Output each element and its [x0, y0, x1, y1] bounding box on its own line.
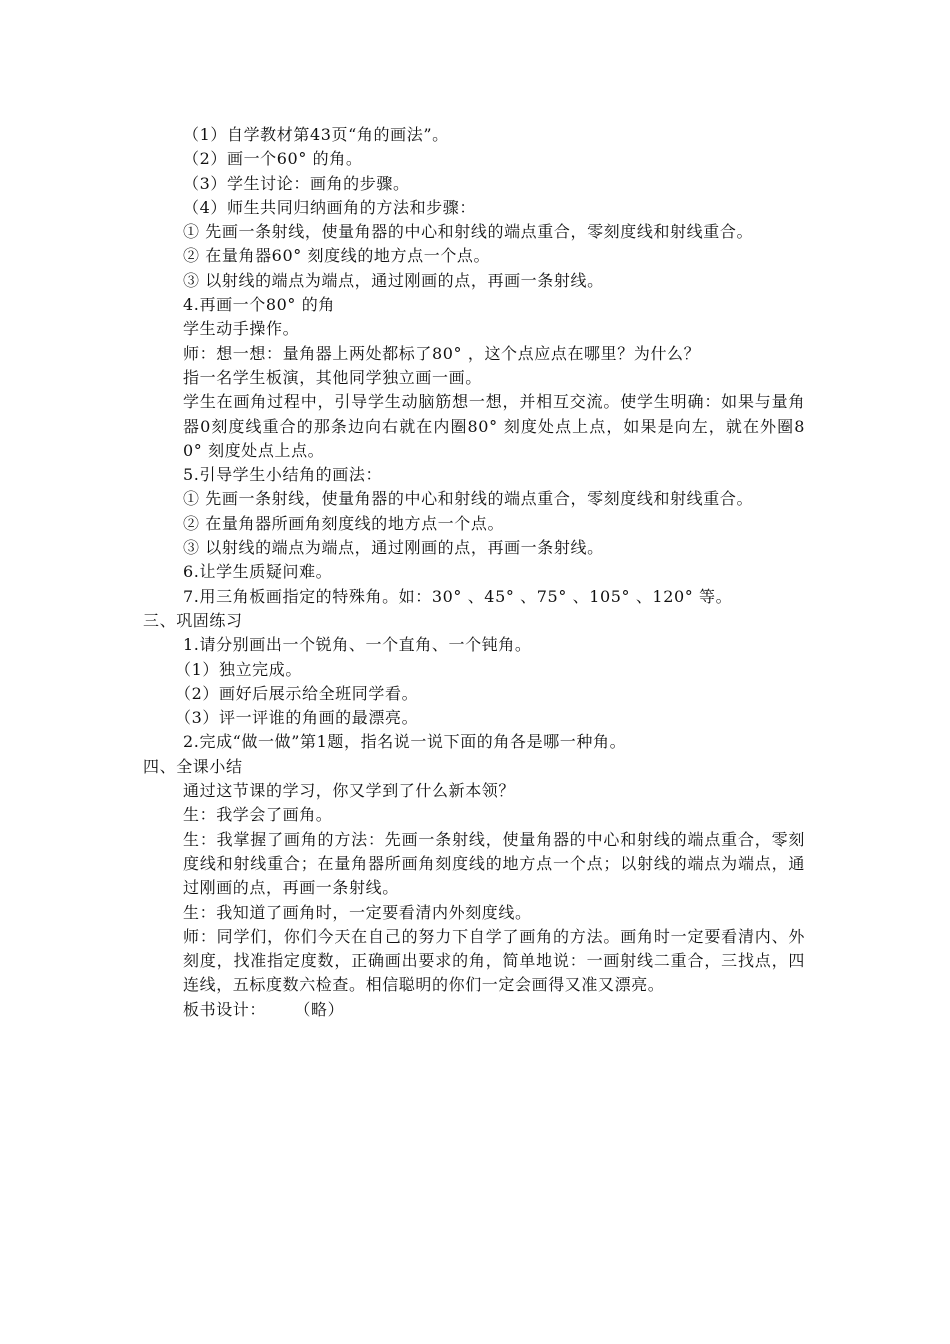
paragraph: （2）画好后展示给全班同学看。: [175, 683, 419, 703]
paragraph: 通过这节课的学习，你又学到了什么新本领？: [183, 781, 516, 801]
paragraph: ① 先画一条射线，使量角器的中心和射线的端点重合，零刻度线和射线重合。: [183, 222, 754, 242]
paragraph: 5.引导学生小结角的画法：: [183, 465, 383, 485]
paragraph: 指一名学生板演，其他同学独立画一画。: [183, 367, 482, 387]
paragraph: （3）评一评谁的角画的最漂亮。: [175, 708, 419, 728]
paragraph: 师：同学们，你们今天在自己的努力下自学了画角的方法。画角时一定要看清内、外刻度，找准指定度数，正确画出要求的角，简单地说：一画射线二重合，三找点，四连线，五标度数六检查。相信聪明的你们一定会画得又准又漂亮。: [183, 926, 805, 995]
paragraph: （1）独立完成。: [175, 659, 302, 679]
paragraph: 学生动手操作。: [183, 319, 300, 339]
paragraph: 板书设计： （略）: [183, 999, 345, 1019]
paragraph: 2.完成“做一做”第1题，指名说一说下面的角各是哪一种角。: [183, 732, 627, 752]
paragraph: （2）画一个60° 的角。: [183, 149, 363, 169]
paragraph: （4）师生共同归纳画角的方法和步骤：: [183, 197, 476, 217]
paragraph: ③ 以射线的端点为端点，通过刚画的点，再画一条射线。: [183, 270, 604, 290]
paragraph: （1）自学教材第43页“角的画法”。: [183, 125, 449, 144]
paragraph: 1.请分别画出一个锐角、一个直角、一个钝角。: [183, 635, 532, 655]
paragraph: ② 在量角器所画角刻度线的地方点一个点。: [183, 513, 505, 533]
paragraph: ① 先画一条射线，使量角器的中心和射线的端点重合，零刻度线和射线重合。: [183, 489, 754, 509]
paragraph: 生：我掌握了画角的方法：先画一条射线，使量角器的中心和射线的端点重合，零刻度线和射线重合；在量角器所画角刻度线的地方点一个点；以射线的端点为端点，通过刚画的点，再画一条射线。: [183, 829, 805, 898]
paragraph: 生：我知道了画角时，一定要看清内外刻度线。: [183, 902, 532, 922]
paragraph: 学生在画角过程中，引导学生动脑筋想一想，并相互交流。使学生明确：如果与量角器0刻度线重合的那条边向右就在内圈80° 刻度处点上点，如果是向左，就在外圈80° 刻度处点上点。: [183, 392, 805, 460]
paragraph: 4.再画一个80° 的角: [183, 295, 335, 315]
paragraph: 6.让学生质疑问难。: [183, 562, 333, 582]
paragraph: 生：我学会了画角。: [183, 805, 333, 825]
paragraph: 四、全课小结: [143, 756, 243, 776]
paragraph: （3）学生讨论：画角的步骤。: [183, 173, 410, 193]
paragraph: 三、巩固练习: [143, 610, 243, 630]
paragraph: ③ 以射线的端点为端点，通过刚画的点，再画一条射线。: [183, 538, 604, 558]
paragraph: ② 在量角器60° 刻度线的地方点一个点。: [183, 246, 491, 266]
document-body: [143, 123, 805, 1022]
paragraph: 7.用三角板画指定的特殊角。如：30° 、45° 、75° 、105° 、120° 等。: [183, 586, 733, 606]
paragraph: 师：想一想：量角器上两处都标了80° ，这个点应点在哪里？为什么？: [183, 343, 701, 363]
